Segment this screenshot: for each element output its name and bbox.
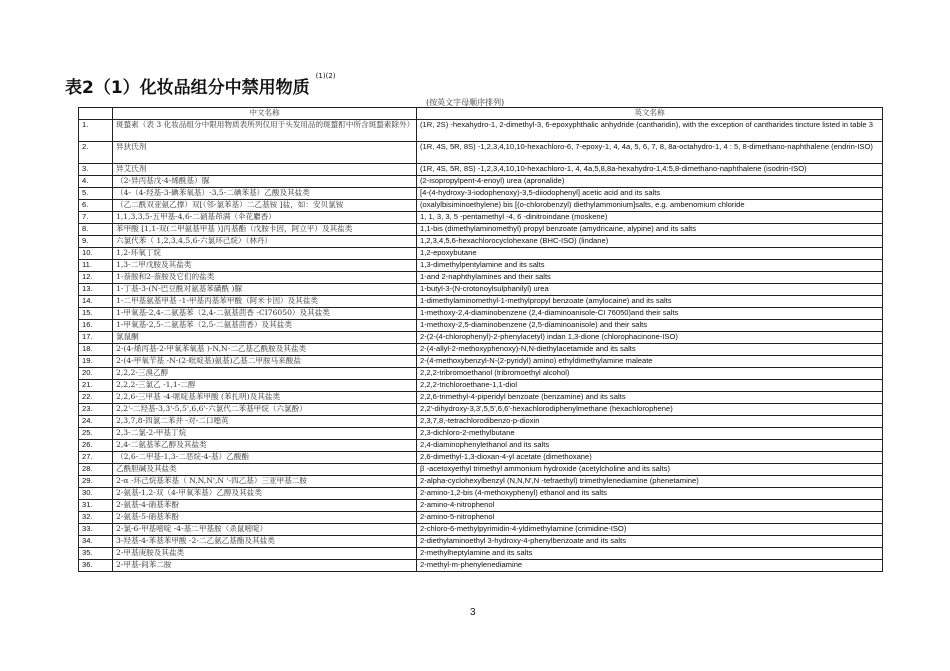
table-row: [79, 368, 883, 380]
english-name: 2,3,7,8,-tetrachlorodibenzo-p-dioxin: [417, 416, 883, 428]
table-row: [79, 548, 883, 560]
english-name: 2,3-dichloro-2-methylbutane: [417, 428, 883, 440]
row-number: 14.: [79, 296, 113, 308]
english-name: 2-diethylaminoethyl 3-hydroxy-4-phenylbenzoate and its salts: [417, 536, 883, 548]
english-name: 2,4-diaminophenylethanol and its salts: [417, 440, 883, 452]
chinese-name: 2-氨基-1,2-双（4-甲氧苯基）乙醇及其盐类: [113, 488, 417, 500]
english-name: 2-methylheptylamine and its salts: [417, 548, 883, 560]
sort-order-note: (按英文字母顺序排列): [426, 98, 505, 107]
row-number: 8.: [79, 224, 113, 236]
english-name: 2-(4-allyl-2-methoxyphenoxy)-N,N-diethylacetamide and its salts: [417, 344, 883, 356]
table-row: [79, 524, 883, 536]
table-row: [79, 428, 883, 440]
chinese-name: （2,6-二甲基-1,3-二恶烷-4-基）乙酸酯: [113, 452, 417, 464]
chinese-name: 1,1,3,3,5-五甲基-4,6-二硝基茚满（伞花麝香）: [113, 212, 417, 224]
chinese-name: 1,2-环氧丁烷: [113, 248, 417, 260]
row-number: 20.: [79, 368, 113, 380]
table-row: [79, 464, 883, 476]
table-row: [79, 188, 883, 200]
row-number: 18.: [79, 344, 113, 356]
table-title: 表2（1）化妆品组分中禁用物质$^{(1)(2)}$: [65, 72, 336, 98]
table-row: [79, 224, 883, 236]
table-row: [79, 308, 883, 320]
chinese-name: 1,3-二甲戊胺及其盐类: [113, 260, 417, 272]
table-row: [79, 404, 883, 416]
table-row: [79, 560, 883, 572]
table-row: [79, 380, 883, 392]
english-name: (1R, 4S, 5R, 8S) -1,2,3,4,10,10-hexachloro-6, 7-epoxy-1, 4, 4a, 5, 6, 7, 8, 8a-octahydro-1, 4 : 5, 8-dimethano-naphthalene (endrin-ISO): [417, 142, 883, 164]
english-name: 2-alpha-cyclohexylbenzyl (N,N,N',N -tefraethyl) trimethylenediamine (phenetamine): [417, 476, 883, 488]
english-name: 2-amino-1,2-bis (4-methoxyphenyl) ethanol and its salts: [417, 488, 883, 500]
english-name: 2,2,6-trimethyl-4-piperidyl benzoate (benzamine) and its salts: [417, 392, 883, 404]
english-name: 1-and 2-naphthylamines and their salts: [417, 272, 883, 284]
chinese-name: 2,3,7,8-四氯二苯并 -对-二口噁英: [113, 416, 417, 428]
chinese-name: 1-丁基-3-(N-巴豆酰对氨基苯磺酰 )脲: [113, 284, 417, 296]
row-number: 19.: [79, 356, 113, 368]
english-name: 1-methoxy-2,4-diaminobenzene (2,4-diaminoanisole-CI 76050)and their salts: [417, 308, 883, 320]
row-number: 24.: [79, 416, 113, 428]
row-number: 21.: [79, 380, 113, 392]
english-name: 1-dimethylaminomethyl-1-methylpropyl benzoate (amylocaine) and its salts: [417, 296, 883, 308]
page-number: 3: [470, 607, 476, 618]
row-number: 32.: [79, 512, 113, 524]
english-name: 1,2,3,4,5,6-hexachlorocyclohexane (BHC-ISO) (lindane): [417, 236, 883, 248]
row-number: 23.: [79, 404, 113, 416]
chinese-name: 2-甲基-间苯二胺: [113, 560, 417, 572]
row-number: 35.: [79, 548, 113, 560]
table-row: [79, 356, 883, 368]
chinese-name: 2-(4-甲氧苄基 -N-(2-吡啶基)氨基)乙基二甲胺马来酸盐: [113, 356, 417, 368]
table-row: [79, 512, 883, 524]
header-chinese-name: 中文名称: [113, 108, 417, 120]
table-row: [79, 200, 883, 212]
chinese-name: 氯鼠酮: [113, 332, 417, 344]
table-row: [79, 236, 883, 248]
row-number: 34.: [79, 536, 113, 548]
english-name: 2-methyl-m-phenylenediamine: [417, 560, 883, 572]
table-row: [79, 284, 883, 296]
table-row: [79, 142, 883, 164]
table-row: [79, 320, 883, 332]
row-number: 11.: [79, 260, 113, 272]
row-number: 13.: [79, 284, 113, 296]
english-name: 2,6-dimethyl-1,3-dioxan-4-yl acetate (dimethoxane): [417, 452, 883, 464]
header-number-cell: [79, 108, 113, 120]
table-row: [79, 212, 883, 224]
chinese-name: 1-二甲基氨基甲基 -1-甲基丙基苯甲酸（阿米卡因）及其盐类: [113, 296, 417, 308]
english-name: 1, 1, 3, 3, 5 -pentamethyl -4, 6 -dinitroindane (moskene): [417, 212, 883, 224]
row-number: 16.: [79, 320, 113, 332]
title-footnote-marker: (1)(2): [315, 72, 336, 80]
english-name: 1,1-bis (dimethylaminomethyl) propyl benzoate (amydricaine, alypine) and its salts: [417, 224, 883, 236]
chinese-name: 1-萘胺和2-萘胺及它们的盐类: [113, 272, 417, 284]
row-number: 30.: [79, 488, 113, 500]
row-number: 6.: [79, 200, 113, 212]
row-number: 33.: [79, 524, 113, 536]
row-number: 28.: [79, 464, 113, 476]
english-name: 2-(2-(4-chlorophenyl)-2-phenylacetyl) indan 1,3-dione (chlorophacinone-ISO): [417, 332, 883, 344]
chinese-name: 异狄氏剂: [113, 142, 417, 164]
chinese-name: 2,2,2-三溴乙醇: [113, 368, 417, 380]
english-name: 2-amino-5-nitrophenol: [417, 512, 883, 524]
english-name: 1,2-epoxybutane: [417, 248, 883, 260]
chinese-name: 2,4-二氨基苯乙醇及其盐类: [113, 440, 417, 452]
chinese-name: （乙二酰双亚氨乙撑）双[（邻-氯苯基）二乙基铵 ]盐，如：安贝氯铵: [113, 200, 417, 212]
english-name: (oxalylbisiminoethylene) bis [(o-chlorobenzyl) diethylammonium]salts, e.g. ambenomium chloride: [417, 200, 883, 212]
table-row: [79, 272, 883, 284]
chinese-name: 2,3-二氯-2-甲基丁烷: [113, 428, 417, 440]
chinese-name: （4-（4-羟基-3-碘苯氧基）-3,5-二碘苯基）乙酸及其盐类: [113, 188, 417, 200]
row-number: 15.: [79, 308, 113, 320]
english-name: 1-butyl-3-(N-crotonoylsulphanilyl) urea: [417, 284, 883, 296]
table-row: [79, 536, 883, 548]
chinese-name: 2-氨基-5-硝基苯酚: [113, 512, 417, 524]
chinese-name: 3-羟基-4-苯基苯甲酸 -2-二乙氨乙基酯及其盐类: [113, 536, 417, 548]
row-number: 10.: [79, 248, 113, 260]
english-name: (2-isopropylpent-4-enoyl) urea (apronalide): [417, 176, 883, 188]
row-number: 12.: [79, 272, 113, 284]
row-number: 3.: [79, 164, 113, 176]
chinese-name: 2-α -环己烷基苯基（ N,N,N',N '-四乙基）三亚甲基二胺: [113, 476, 417, 488]
chinese-name: 2-氨基-4-硝基苯酚: [113, 500, 417, 512]
english-name: β -acetoxyethyl trimethyl ammonium hydroxide (acetylcholine and its salts): [417, 464, 883, 476]
table-row: [79, 452, 883, 464]
table-row: [79, 296, 883, 308]
table-row: [79, 120, 883, 142]
chinese-name: 2-(4-烯丙基-2-甲氧苯氧基 )-N,N-二乙基乙酰胺及其盐类: [113, 344, 417, 356]
row-number: 1.: [79, 120, 113, 142]
chinese-name: 苯甲酸 [1,1-双(二甲氨基甲基 )]丙基酯（戊胺卡因，阿立平）及其盐类: [113, 224, 417, 236]
table-row: [79, 332, 883, 344]
table-row: [79, 392, 883, 404]
row-number: 4.: [79, 176, 113, 188]
chinese-name: 1-甲氧基-2,5-二氨基苯（2,5-二氨基茴香）及其盐类: [113, 320, 417, 332]
chinese-name: 斑蝥素（表 3 化妆品组分中限用物质表所列仅用于头发用品的斑蝥酊中所含斑蝥素除外）: [113, 120, 417, 142]
chinese-name: 2-氯-6-甲基嘧啶 -4-基二甲基胺（杀鼠嘧啶）: [113, 524, 417, 536]
table-header-row: [79, 108, 883, 120]
row-number: 17.: [79, 332, 113, 344]
row-number: 29.: [79, 476, 113, 488]
table-row: [79, 164, 883, 176]
english-name: 2-(4-methoxybenzyl-N-(2-pyridyl) amino) ethyldimethylamine maleate: [417, 356, 883, 368]
table-row: [79, 344, 883, 356]
table-row: [79, 500, 883, 512]
chinese-name: 2,2'-二羟基-3,3'-5,5',6,6'-六氯代二苯基甲烷（六氯酚）: [113, 404, 417, 416]
english-name: 1-methoxy-2,5-diaminobenzene (2,5-diaminoanisole) and their salts: [417, 320, 883, 332]
english-name: 2,2'-dihydroxy-3,3',5,5',6,6'-hexachlorodiphenylmethane (hexachlorophene): [417, 404, 883, 416]
row-number: 7.: [79, 212, 113, 224]
chinese-name: 2,2,2-三氯乙 -1,1-二醇: [113, 380, 417, 392]
prohibited-substances-table: [78, 107, 883, 572]
row-number: 25.: [79, 428, 113, 440]
chinese-name: 2-甲基庚胺及其盐类: [113, 548, 417, 560]
header-english-name: 英文名称: [417, 108, 883, 120]
english-name: 1,3-dimethylpentylamine and its salts: [417, 260, 883, 272]
row-number: 5.: [79, 188, 113, 200]
table-row: [79, 176, 883, 188]
row-number: 36.: [79, 560, 113, 572]
english-name: 2-amino-4-nitrophenol: [417, 500, 883, 512]
row-number: 31.: [79, 500, 113, 512]
table-row: [79, 416, 883, 428]
table-row: [79, 440, 883, 452]
row-number: 22.: [79, 392, 113, 404]
english-name: 2-chloro-6-methylpyrimidin-4-yldimethylamine (crimidine-ISO): [417, 524, 883, 536]
table-row: [79, 260, 883, 272]
row-number: 2.: [79, 142, 113, 164]
row-number: 9.: [79, 236, 113, 248]
table-row: [79, 476, 883, 488]
english-name: (1R, 2S) -hexahydro-1, 2-dimethyl-3, 6-epoxyphthalic anhydride (cantharidin), with the exception of cantharides tincture listed in table 3: [417, 120, 883, 142]
row-number: 26.: [79, 440, 113, 452]
chinese-name: 异艾氏剂: [113, 164, 417, 176]
chinese-name: （2-异丙基戊-4-烯酰基）脲: [113, 176, 417, 188]
english-name: [4-(4-hydroxy-3-iodophenoxy)-3,5-diiodophenyl] acetic acid and its salts: [417, 188, 883, 200]
english-name: 2,2,2-trichloroethane-1,1-diol: [417, 380, 883, 392]
chinese-name: 2,2,6-三甲基 -4-哌啶基苯甲酸 (苯扎明)及其盐类: [113, 392, 417, 404]
table-row: [79, 248, 883, 260]
chinese-name: 六氯代苯（ 1,2,3,4,5,6-六氯环己烷）（林丹）: [113, 236, 417, 248]
chinese-name: 乙酰胆碱及其盐类: [113, 464, 417, 476]
row-number: 27.: [79, 452, 113, 464]
table-row: [79, 488, 883, 500]
english-name: (1R, 4S, 5R, 8S) -1,2,3,4,10,10-hexachloro-1, 4, 4a,5,8,8a-hexahydro-1,4:5,8-dimethano-naphthalene (isodrin-ISO): [417, 164, 883, 176]
chinese-name: 1-甲氧基-2,4-二氨基苯（2,4-二氨基茴香 -CI76050）及其盐类: [113, 308, 417, 320]
english-name: 2,2,2-tribromoethanol (tribromoethyl alcohol): [417, 368, 883, 380]
